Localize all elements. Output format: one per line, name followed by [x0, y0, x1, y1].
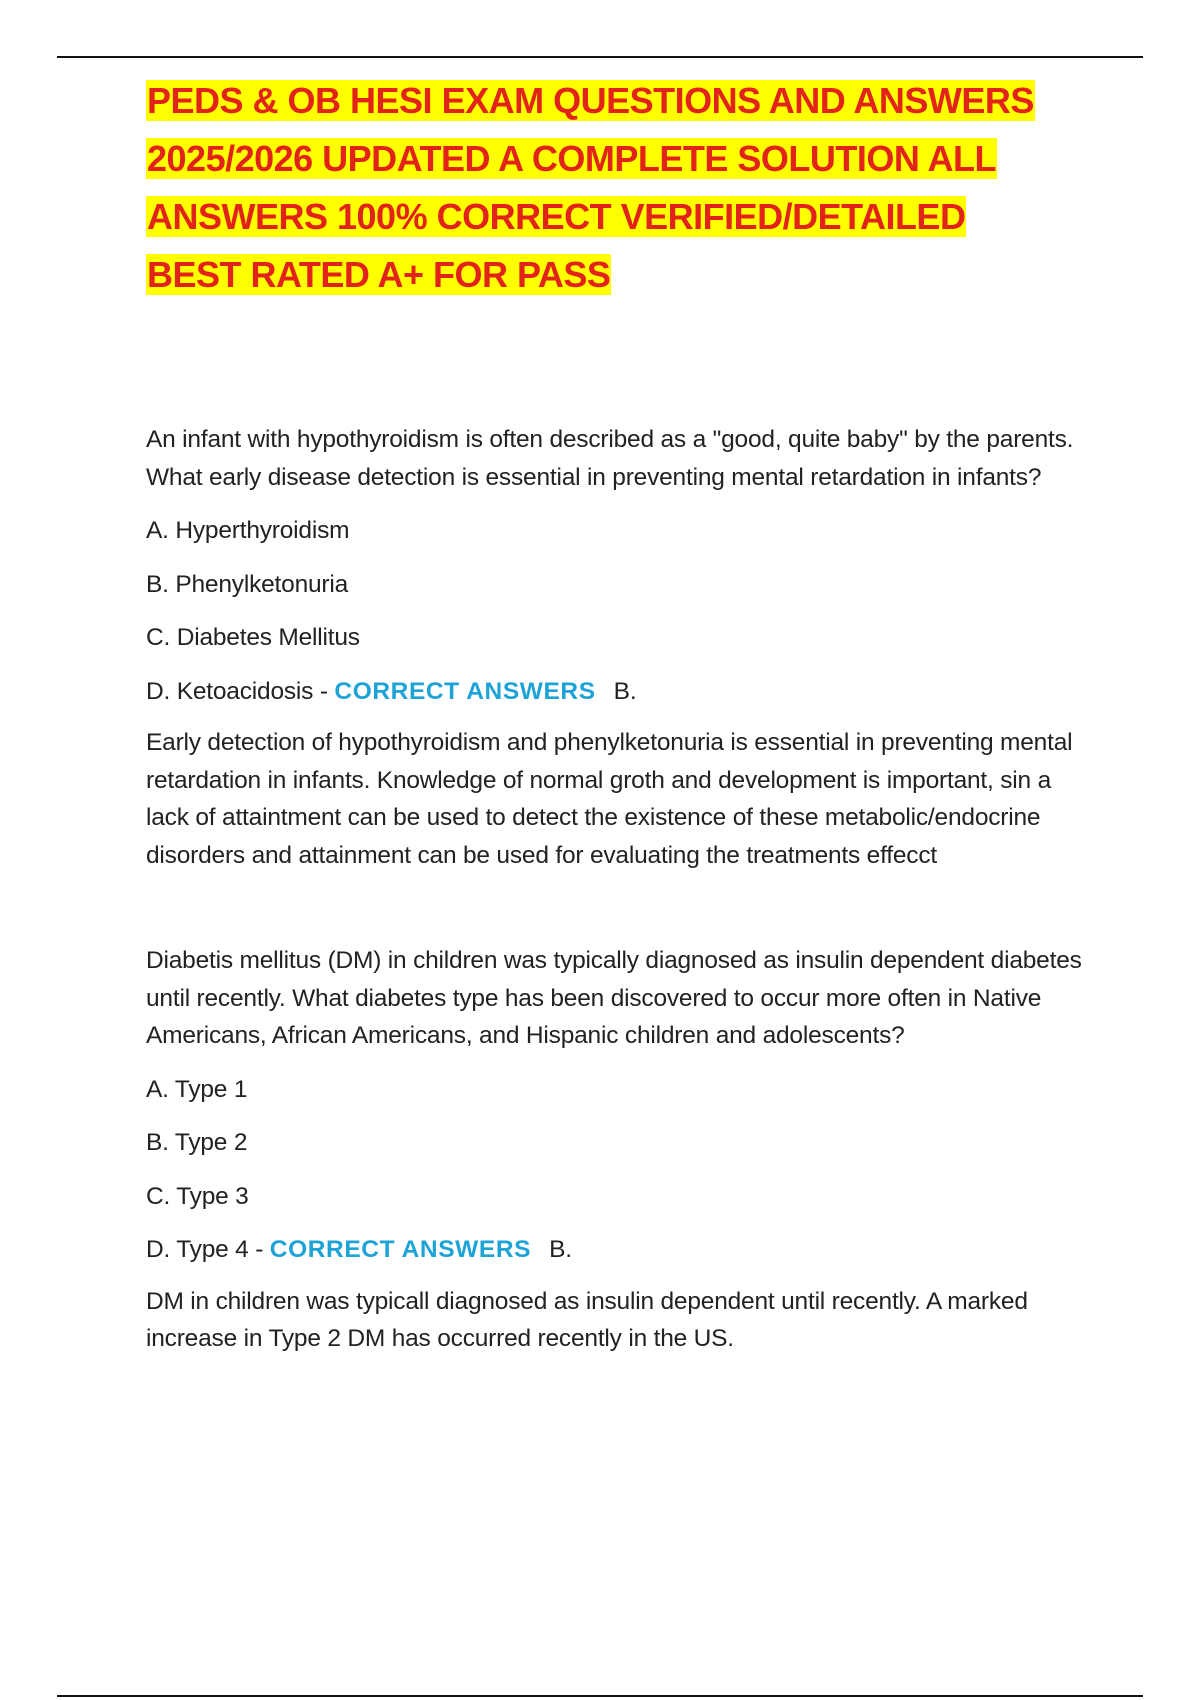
question-text: An infant with hypothyroidism is often described as a "good, quite baby" by the parents. What early disease detection is essential in preventing mental retardation in infants?: [146, 426, 1074, 491]
title-line-2: 2025/2026 UPDATED A COMPLETE SOLUTION ALL: [147, 138, 996, 179]
option-d-with-answer: [146, 1231, 1086, 1269]
option-a: A. Type 1: [146, 1075, 248, 1103]
title-line-3: ANSWERS 100% CORRECT VERIFIED/DETAILED: [147, 196, 966, 237]
correct-answers-label: CORRECT ANSWERS: [334, 677, 596, 705]
option-c: C. Diabetes Mellitus: [146, 624, 360, 651]
rationale-text: DM in children was typicall diagnosed as insulin dependent until recently. A marked increase in Type 2 DM has occurred recently in the US.: [146, 1287, 1028, 1352]
question-block-2: [146, 942, 1086, 1358]
question-block-1: [146, 421, 1086, 874]
bottom-divider: [57, 1695, 1143, 1697]
rationale-text: Early detection of hypothyroidism and phenylketonuria is essential in preventing mental retardation in infants. Knowledge of normal groth and development is important, sin a lack of attaintment can be used to detect the existence of these metabolic/endocrine disorders and attainment can be used for evaluating the treatments effecct: [146, 729, 1073, 869]
option-d: D. Ketoacidosis -: [146, 677, 335, 705]
question-text: Diabetis mellitus (DM) in children was typically diagnosed as insulin dependent diabetes until recently. What diabetes type has been discovered to occur more often in Native Americans, African Americans, and Hispanic children and adolescents?: [146, 947, 1082, 1049]
option-d: D. Type 4 -: [146, 1236, 270, 1263]
correct-answers-label: CORRECT ANSWERS: [269, 1236, 532, 1263]
option-b: B. Type 2: [146, 1129, 248, 1156]
option-a: A. Hyperthyroidism: [146, 517, 350, 544]
document-title: [146, 72, 1086, 304]
option-c: C. Type 3: [146, 1182, 249, 1210]
document-body: [146, 72, 1086, 1358]
title-line-4: BEST RATED A+ FOR PASS: [147, 254, 611, 295]
answer-letter: B.: [613, 677, 637, 705]
title-line-1: PEDS & OB HESI EXAM QUESTIONS AND ANSWERS: [147, 80, 1034, 121]
top-divider: [57, 56, 1143, 58]
answer-letter: B.: [549, 1236, 572, 1263]
option-b: B. Phenylketonuria: [146, 570, 349, 598]
option-d-with-answer: [146, 673, 1086, 711]
